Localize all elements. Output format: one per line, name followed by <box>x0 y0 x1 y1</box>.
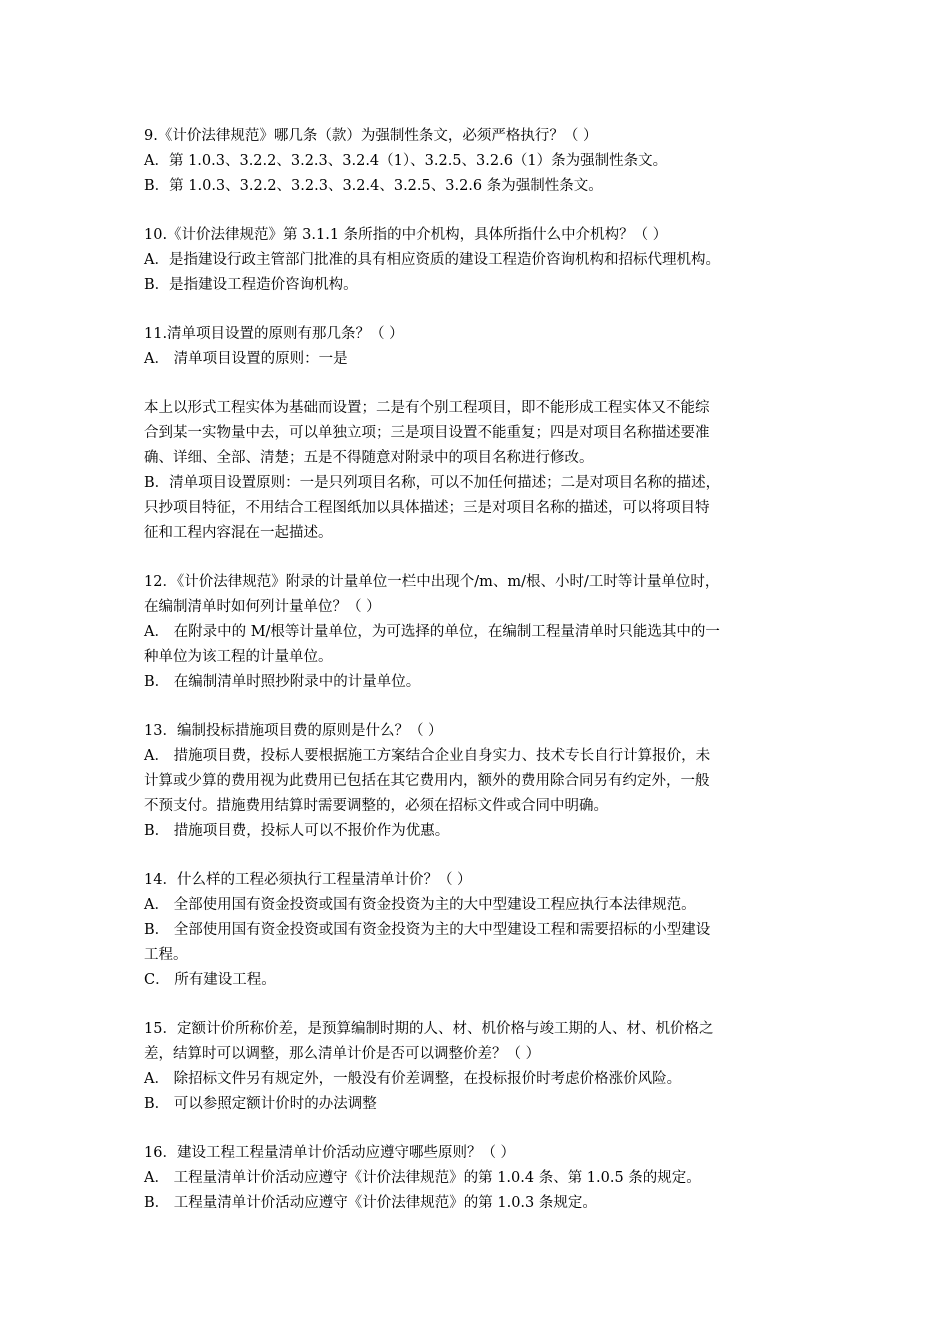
option-b: B． 在编制清单时照抄附录中的计量单位。 <box>144 674 421 690</box>
question-text: 14．什么样的工程必须执行工程量清单计价？（ ） <box>144 872 472 888</box>
option-b: B． 措施项目费，投标人可以不报价作为优惠。 <box>144 823 450 839</box>
option-a-continued: 计算或少算的费用视为此费用已包括在其它费用内，额外的费用除合同另有约定外，一般 <box>144 773 710 789</box>
option-a-continued: 本上以形式工程实体为基础而设置；二是有个别工程项目，即不能形成工程实体又不能综 <box>144 400 710 416</box>
question-15 <box>144 1017 824 1117</box>
option-b-continued: 征和工程内容混在一起描述。 <box>144 525 333 541</box>
question-text: 10.《计价法律规范》第 3.1.1 条所指的中介机构，具体所指什么中介机构？（ ） <box>144 227 668 243</box>
question-11-continued <box>144 396 824 546</box>
option-a-continued: 种单位为该工程的计量单位。 <box>144 649 333 665</box>
option-a: A． 在附录中的 M/根等计量单位，为可选择的单位，在编制工程量清单时只能选其中的一 <box>144 624 720 640</box>
question-text: 11.清单项目设置的原则有那几条？（ ） <box>144 326 404 342</box>
option-b: B． 工程量清单计价活动应遵守《计价法律规范》的第 1.0.3 条规定。 <box>144 1195 597 1211</box>
option-a: A．是指建设行政主管部门批准的具有相应资质的建设工程造价咨询机构和招标代理机构。 <box>144 252 720 268</box>
option-a: A． 除招标文件另有规定外，一般没有价差调整，在投标报价时考虑价格涨价风险。 <box>144 1071 682 1087</box>
question-text: 9.《计价法律规范》哪几条（款）为强制性条文，必须严格执行？（ ） <box>144 128 598 144</box>
question-9 <box>144 124 824 199</box>
option-a: A． 措施项目费，投标人要根据施工方案结合企业自身实力、技术专长自行计算报价，未 <box>144 748 711 764</box>
option-b-continued: 只抄项目特征，不用结合工程图纸加以具体描述；三是对项目名称的描述，可以将项目特 <box>144 500 710 516</box>
question-11 <box>144 322 824 372</box>
question-text-continued: 差，结算时可以调整，那么清单计价是否可以调整价差？（ ） <box>144 1046 541 1062</box>
question-text: 16．建设工程工程量清单计价活动应遵守哪些原则？（ ） <box>144 1145 516 1161</box>
question-12 <box>144 570 824 695</box>
question-text: 13．编制投标措施项目费的原则是什么？（ ） <box>144 723 443 739</box>
option-a-continued: 不预支付。措施费用结算时需要调整的，必须在招标文件或合同中明确。 <box>144 798 608 814</box>
option-b: B．第 1.0.3、3.2.2、3.2.3、3.2.4、3.2.5、3.2.6 条为强制性条文。 <box>144 178 603 194</box>
option-a: A． 清单项目设置的原则：一是 <box>144 351 348 367</box>
question-text: 15．定额计价所称价差，是预算编制时期的人、材、机价格与竣工期的人、材、机价格之 <box>144 1021 714 1037</box>
question-13 <box>144 719 824 844</box>
document-body <box>144 124 824 1240</box>
option-a: A．第 1.0.3、3.2.2、3.2.3、3.2.4（1）、3.2.5、3.2.6（1）条为强制性条文。 <box>144 153 668 169</box>
question-10 <box>144 223 824 298</box>
question-14 <box>144 868 824 993</box>
option-a-continued: 确、详细、全部、清楚；五是不得随意对附录中的项目名称进行修改。 <box>144 450 594 466</box>
option-a: A． 工程量清单计价活动应遵守《计价法律规范》的第 1.0.4 条、第 1.0.5 条的规定。 <box>144 1170 701 1186</box>
option-c: C． 所有建设工程。 <box>144 972 276 988</box>
question-text-continued: 在编制清单时如何列计量单位？（ ） <box>144 599 381 615</box>
question-text: 12．《计价法律规范》附录的计量单位一栏中出现个/m、m/根、小时/工时等计量单位时， <box>144 574 720 590</box>
option-a: A． 全部使用国有资金投资或国有资金投资为主的大中型建设工程应执行本法律规范。 <box>144 897 696 913</box>
option-b: B． 可以参照定额计价时的办法调整 <box>144 1096 377 1112</box>
option-b: B．清单项目设置原则：一是只列项目名称，可以不加任何描述；二是对项目名称的描述， <box>144 475 721 491</box>
option-b-continued: 工程。 <box>144 947 188 963</box>
question-16 <box>144 1141 824 1216</box>
option-b: B． 全部使用国有资金投资或国有资金投资为主的大中型建设工程和需要招标的小型建设 <box>144 922 711 938</box>
option-b: B．是指建设工程造价咨询机构。 <box>144 277 358 293</box>
option-a-continued: 合到某一实物量中去，可以单独立项；三是项目设置不能重复；四是对项目名称描述要准 <box>144 425 710 441</box>
